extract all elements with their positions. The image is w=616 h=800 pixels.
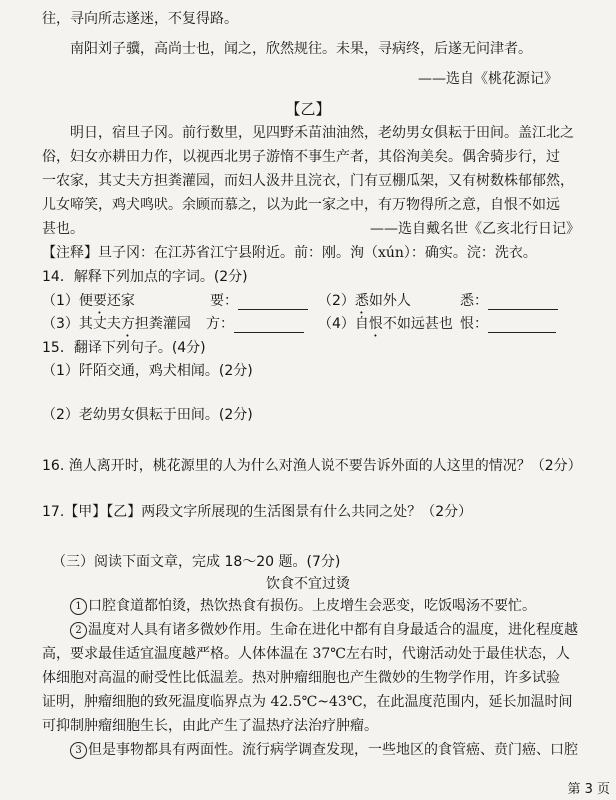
yi-line-5: 甚也。 bbox=[42, 221, 84, 237]
q14-answer-3 bbox=[206, 315, 304, 333]
q14-dotted-char: 悉 bbox=[354, 293, 369, 309]
article-paragraph-2 bbox=[70, 621, 578, 639]
jia-line-1: 往，寻向所志遂迷，不复得路。 bbox=[42, 11, 238, 27]
yi-line-2: 俗，妇女亦耕田力作，以视西北男子游惰不事生产者，其俗洵美矣。偶舍骑步行，过 bbox=[42, 149, 560, 165]
yi-note: 【注释】旦子冈：在江苏省江宁县附近。前：刚。洵（xún）：确实。浣：洗衣。 bbox=[42, 245, 537, 261]
q15-sentence-2: （2）老幼男女俱耘于田间。(2分) bbox=[42, 407, 253, 423]
q14-item-num: （3） bbox=[42, 316, 79, 332]
q14-answer-label: 要： bbox=[210, 293, 238, 309]
answer-blank[interactable] bbox=[488, 318, 556, 333]
q14-item-text: 便 bbox=[78, 293, 93, 309]
paragraph-text: 但是事物都具有两面性。流行病学调查发现，一些地区的食管癌、贲门癌、口腔 bbox=[88, 742, 578, 758]
q14-item-text: 其丈夫 bbox=[78, 316, 121, 332]
answer-blank[interactable] bbox=[238, 295, 308, 310]
q14-item-3 bbox=[42, 315, 191, 340]
jia-line-2: 南阳刘子骥，高尚士也，闻之，欣然规往。未果，寻病终，后遂无问津者。 bbox=[70, 41, 532, 57]
paragraph-number-2: 2 bbox=[70, 622, 87, 639]
q14-dotted-char: 恨 bbox=[368, 316, 383, 332]
answer-blank[interactable] bbox=[488, 295, 558, 310]
q14-dotted-char: 方 bbox=[120, 316, 135, 332]
q14-stem: 14．解释下列加点的字词。(2分) bbox=[42, 269, 248, 285]
q16-question: 16. 渔人离开时，桃花源里的人为什么对渔人说不要告诉外面的人这里的情况？（2分） bbox=[42, 458, 582, 474]
yi-line-1: 明日，宿旦子冈。前行数里，见四野禾苗油油然，老幼男女俱耘于田间。盖江北之 bbox=[70, 125, 574, 141]
q14-item-2 bbox=[318, 292, 411, 317]
page-number: 第 3 页 bbox=[567, 782, 610, 797]
q15-sentence-1: （1）阡陌交通，鸡犬相闻。(2分) bbox=[42, 363, 253, 379]
article-paragraph-2-line-5: 可抑制肿瘤细胞生长，由此产生了温热疗法治疗肿瘤。 bbox=[42, 718, 378, 734]
q14-dotted-char: 要 bbox=[92, 293, 107, 309]
q14-item-4 bbox=[318, 315, 453, 340]
q14-item-text: 如外人 bbox=[368, 293, 411, 309]
yi-line-4: 儿女啼笑，鸡犬鸣吠。余顾而慕之，以为此一家之中，有万物得所之意，自恨不如远 bbox=[42, 197, 560, 213]
q17-question: 17.【甲】【乙】两段文字所展现的生活图景有什么共同之处？（2分） bbox=[42, 504, 473, 520]
article-paragraph-3 bbox=[70, 741, 578, 759]
q14-item-1 bbox=[42, 292, 135, 317]
yi-line-3: 一农家，其丈夫方担粪灌园，而妇人汲井且浣衣，门有豆棚瓜架，又有树数株郁郁然， bbox=[42, 173, 574, 189]
answer-blank[interactable] bbox=[234, 318, 304, 333]
q14-item-text: 担粪灌园 bbox=[134, 316, 191, 332]
paragraph-text: 温度对人具有诸多微妙作用。生命在进化中都有自身最适合的温度，进化程度越 bbox=[88, 622, 578, 638]
yi-source: ——选自戴名世《乙亥北行日记》 bbox=[370, 221, 580, 237]
article-paragraph-1 bbox=[70, 597, 536, 615]
article-paragraph-2-line-2: 高，要求最佳适宜温度越严格。人体体温在 37℃左右时，代谢活动处于最佳状态，人 bbox=[42, 646, 570, 662]
article-title: 饮食不宜过烫 bbox=[266, 576, 350, 592]
q14-item-num: （2） bbox=[318, 293, 355, 309]
q15-stem: 15．翻译下列句子。(4分) bbox=[42, 340, 206, 356]
paragraph-number-3: 3 bbox=[70, 742, 87, 759]
paragraph-number-1: 1 bbox=[70, 598, 87, 615]
q14-answer-label: 方： bbox=[206, 316, 234, 332]
section-3-heading: （三）阅读下面文章，完成 18～20 题。(7分) bbox=[52, 554, 341, 570]
jia-source: ——选自《桃花源记》 bbox=[418, 71, 558, 87]
q14-item-num: （1） bbox=[42, 293, 79, 309]
article-paragraph-2-line-4: 证明，肿瘤细胞的致死温度临界点为 42.5℃~43℃，在此温度范围内，延长加温时间 bbox=[42, 694, 573, 710]
q14-answer-2 bbox=[460, 292, 558, 310]
q14-item-text: 还家 bbox=[106, 293, 135, 309]
q14-item-num: （4） bbox=[318, 316, 355, 332]
article-paragraph-2-line-3: 体细胞对高温的耐受性比低温差。热对肿瘤细胞也产生微妙的生物学作用，许多试验 bbox=[42, 670, 560, 686]
q14-answer-label: 悉： bbox=[460, 293, 488, 309]
yi-heading: 【乙】 bbox=[285, 100, 331, 118]
q14-item-text: 不如远甚也 bbox=[382, 316, 453, 332]
q14-item-text: 自 bbox=[354, 316, 369, 332]
q14-answer-1 bbox=[210, 292, 308, 310]
paragraph-text: 口腔食道都怕烫，热饮热食有损伤。上皮增生会恶变，吃饭喝汤不要忙。 bbox=[88, 598, 536, 614]
q14-answer-4 bbox=[460, 315, 556, 333]
q14-answer-label: 恨： bbox=[460, 316, 488, 332]
